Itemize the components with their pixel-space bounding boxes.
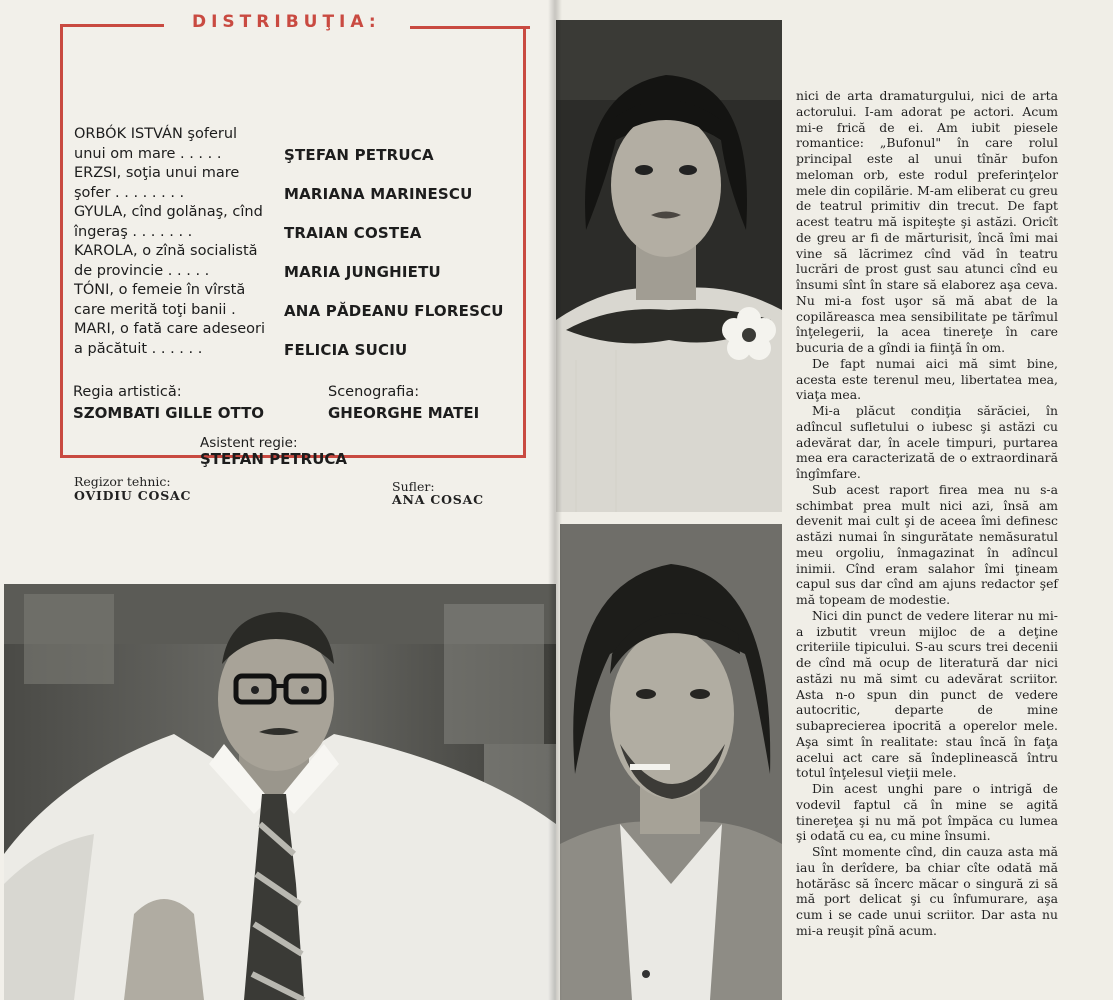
- cast-title: DISTRIBUŢIA:: [192, 12, 381, 32]
- cast-entry: [72, 243, 512, 282]
- actor-name: TRAIAN COSTEA: [284, 224, 422, 242]
- article-paragraph: Sub acest raport firea mea nu s-a schimbat prea mult nici azi, însă am devenit mai cult şi de aceea îmi definesc astăzi numai în singurătate nemăsuratul meu orgoliu, înmagazinat în adîncul inimii. Cînd eram salahor îmi ţineam capul sus dar cînd am ajuns redactor şef mă topeam de modestie.: [796, 481, 1058, 607]
- actor-name: MARIA JUNGHIETU: [284, 263, 441, 281]
- article-text: [796, 88, 1058, 939]
- article-paragraph: Mi-a plăcut condiţia sărăciei, în adîncul sufletului o iubesc şi astăzi cu adevărat dar, în acele timpuri, purtarea mea era caracterizată de o extraordinară îngîmfare.: [796, 403, 1058, 481]
- scenography-label: Scenografia:: [328, 384, 420, 400]
- role-description-cont: unui om mare . . . . .: [74, 146, 222, 162]
- cast-entry: [72, 126, 512, 165]
- assistant-label: Asistent regie:: [200, 435, 298, 451]
- actor-name: FELICIA SUCIU: [284, 341, 408, 359]
- article-paragraph: nici de arta dramaturgului, nici de arta actorului. I-am adorat pe actori. Acum mi-e frică de ei. Am iubit piesele romantice: „Bufonul" în care rolul principal este al unui tînăr bufon meloman orb, este rodul preferinţelor mele din copilărie. M-am eliberat cu greu de teatrul primitiv din trecut. De fapt acest teatru mă ispiteşte şi astăzi. Oricît de greu ar fi de mărturisit, încă îmi mai vine să lăcrimez cînd văd în teatru lucrări de prost gust sau atunci cînd eu însumi sînt în stare să elaborez aşa ceva. Nu mi-a fost uşor să mă abat de la copilăreasca mea sensibilitate pe tărîmul înţelegerii, la acea tinereţe în care bucuria de a gîndi ia fiinţă în om.: [796, 88, 1058, 355]
- cast-entry: [72, 165, 512, 204]
- assistant-name: ŞTEFAN PETRUCA: [200, 450, 348, 468]
- role-description: GYULA, cînd golănaş, cînd: [74, 204, 263, 220]
- role-description: ERZSI, soţia unui mare: [74, 165, 240, 181]
- photo-young-man: [560, 524, 782, 1000]
- scenography-name: GHEORGHE MATEI: [328, 404, 480, 422]
- prompter-label: Sufler:: [392, 479, 435, 494]
- role-description: KAROLA, o zînă socialistă: [74, 243, 258, 259]
- actor-name: MARIANA MARINESCU: [284, 185, 473, 203]
- technical-director-name: OVIDIU COSAC: [74, 488, 192, 503]
- cast-entry: [72, 282, 512, 321]
- article-paragraph: Din acest unghi pare o intrigă de vodevil faptul că în mine se agită tinereţea şi nu mă pot împăca cu lumea şi odată cu ea, cu mine însumi.: [796, 781, 1058, 844]
- actor-name: ŞTEFAN PETRUCA: [284, 146, 434, 164]
- book-gutter: [548, 0, 562, 1000]
- cast-entry: [72, 321, 512, 360]
- cast-entry: [72, 204, 512, 243]
- role-description: TÓNI, o femeie în vîrstă: [74, 282, 246, 298]
- article-paragraph: Sînt momente cînd, din cauza asta mă iau în derîdere, ba chiar cîte odată mă hotărăsc să încerc măcar o singură zi să mă port delicat şi cu înfumurare, aşa cum i se cade unui scriitor. Dar asta nu mi-a reuşit pînă acum.: [796, 844, 1058, 938]
- technical-director-label: Regizor tehnic:: [74, 474, 171, 489]
- role-description-cont: de provincie . . . . .: [74, 263, 210, 279]
- prompter-name: ANA COSAC: [392, 492, 484, 507]
- role-description-cont: şofer . . . . . . . .: [74, 185, 185, 201]
- direction-name: SZOMBATI GILLE OTTO: [73, 404, 265, 422]
- article-paragraph: Nici din punct de vedere literar nu mi-a izbutit vreun mijloc de a deţine criteriile tipicului. S-au scurs trei decenii de cînd mă ocup de literatură dar nici astăzi nu mă simt cu adevărat scriitor. Asta n-o spun din punct de vedere autocritic, departe de mine subaprecierea ipocrită a operelor mele. Aşa simt în realitate: stau încă în faţa acelui act care să îndeplinească întru totul înţelesul vieţii mele.: [796, 607, 1058, 781]
- right-page: [556, 0, 1113, 1000]
- article-paragraph: De fapt numai aici mă simt bine, acesta este terenul meu, libertatea mea, viaţa mea.: [796, 355, 1058, 403]
- role-description-cont: îngeraş . . . . . . .: [74, 224, 193, 240]
- role-description-cont: care merită toţi banii .: [74, 302, 236, 318]
- photo-man-with-glasses: [4, 584, 556, 1000]
- direction-label: Regia artistică:: [73, 384, 182, 400]
- role-description: ORBÓK ISTVÁN şoferul: [74, 126, 238, 142]
- photo-woman: [556, 20, 782, 512]
- role-description-cont: a păcătuit . . . . . .: [74, 341, 203, 357]
- role-description: MARI, o fată care adeseori: [74, 321, 266, 337]
- actor-name: ANA PĂDEANU FLORESCU: [284, 302, 504, 320]
- left-page: [0, 0, 556, 1000]
- cast-list: [72, 126, 512, 360]
